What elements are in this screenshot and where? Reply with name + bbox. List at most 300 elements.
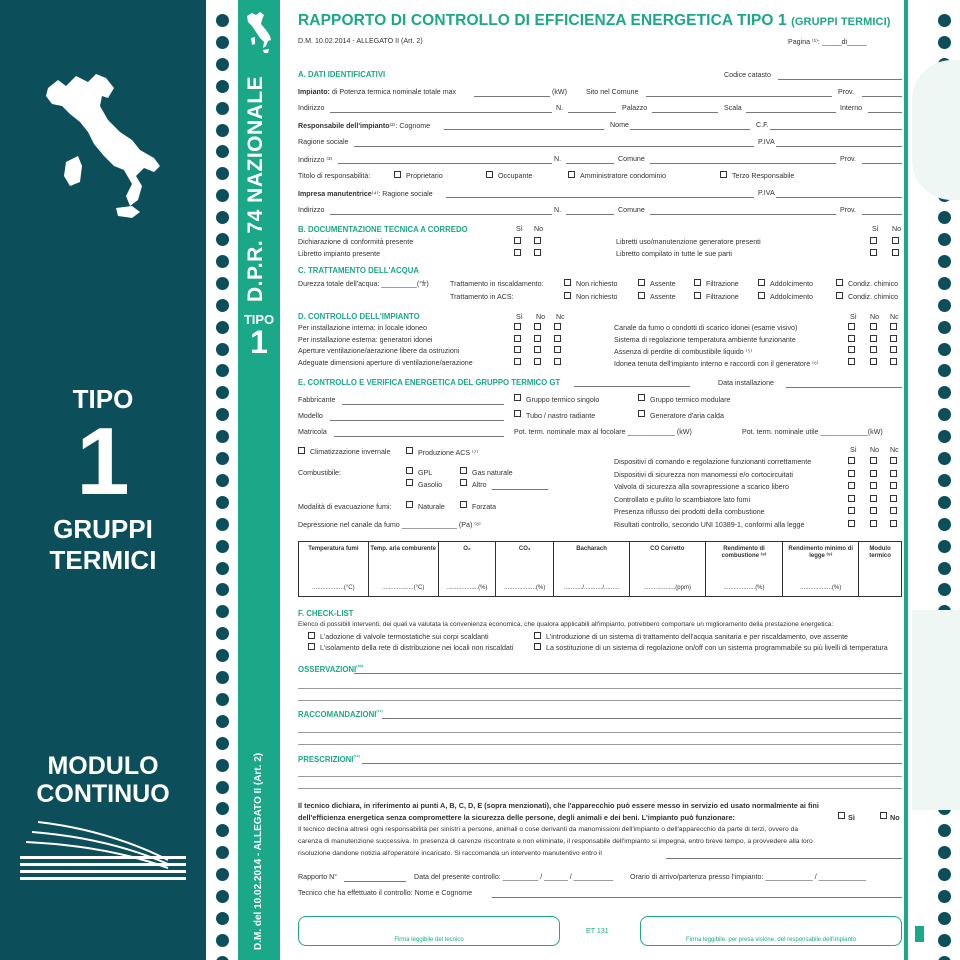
produzione-acs-checkbox[interactable] xyxy=(406,447,413,454)
measure-col-value[interactable]: ...................(°C) xyxy=(312,585,355,591)
d-left-row3-no-checkbox[interactable] xyxy=(534,346,541,353)
hole-left xyxy=(216,540,229,553)
e-nc-header: Nc xyxy=(890,446,899,454)
d-right-row2-nc-checkbox[interactable] xyxy=(890,335,897,342)
e-check-row1-no-checkbox[interactable] xyxy=(870,457,877,464)
measure-col-value[interactable]: ...................(%) xyxy=(504,585,546,591)
rapporto-field[interactable] xyxy=(344,881,406,882)
impresa-field[interactable] xyxy=(446,197,754,198)
hole-left xyxy=(216,562,229,575)
d-left-row3-label: Aperture ventilazione/aerazione libere da ostruzioni xyxy=(298,347,460,355)
raccomandazioni-title: $RACCOMANDAZIONI^{^{(11)}}$ xyxy=(298,710,383,719)
hole-right xyxy=(938,562,951,575)
d-right-row2-si-checkbox[interactable] xyxy=(848,335,855,342)
naturale-label: Naturale xyxy=(418,503,445,511)
terzo-label: Terzo Responsabile xyxy=(732,172,795,180)
osservazioni-line3[interactable] xyxy=(298,700,902,701)
evacuazione-label: Modalità di evacuazione fumi: xyxy=(298,503,392,511)
pot-focolare-field[interactable]: Pot. term. nominale max al focolare ____________ (kW) xyxy=(514,428,692,436)
piva-label: P.IVA xyxy=(758,138,775,146)
e-check-row3-nc-checkbox[interactable] xyxy=(890,482,897,489)
matricola-field[interactable] xyxy=(334,436,504,437)
measure-col xyxy=(706,542,784,596)
raccomandazioni-line2[interactable] xyxy=(298,732,902,733)
b-row3-si[interactable] xyxy=(870,237,877,244)
hole-right xyxy=(938,956,951,960)
termici-label: TERMICI xyxy=(49,545,157,575)
form-subtitle: D.M. 10.02.2014 - ALLEGATO II (Art. 2) xyxy=(298,37,423,45)
e-check-row6-nc-checkbox[interactable] xyxy=(890,520,897,527)
d-left-row1-no-checkbox[interactable] xyxy=(534,323,541,330)
hole-left xyxy=(216,36,229,49)
hole-left xyxy=(216,14,229,27)
data-controllo-field[interactable]: Data del presente controllo: _________ / ______ / __________ xyxy=(414,873,614,881)
acs-label: Trattamento in ACS: xyxy=(450,293,514,301)
risc-non-richiesto-checkbox[interactable] xyxy=(564,279,571,286)
raccomandazioni-line3[interactable] xyxy=(298,744,902,745)
risc-addolcimento-label: Addolcimento xyxy=(770,280,813,288)
measure-col xyxy=(630,542,706,596)
d-left-row1-nc-checkbox[interactable] xyxy=(554,323,561,330)
d-right-row3-si-checkbox[interactable] xyxy=(848,346,855,353)
hole-left xyxy=(216,781,229,794)
data-installazione-field[interactable] xyxy=(786,387,902,388)
combustibile-label: Combustibile: xyxy=(298,469,341,477)
hole-left xyxy=(216,408,229,421)
f-item4-checkbox[interactable] xyxy=(534,643,541,650)
left-sidebar xyxy=(0,0,206,960)
hole-left xyxy=(216,890,229,903)
e-check-row6-label: Risultati controllo, secondo UNI 10389-1, conformi alla legge xyxy=(614,521,805,529)
acs-condiz-label: Condiz. chimico xyxy=(848,293,899,301)
d-right-row4-no-checkbox[interactable] xyxy=(870,358,877,365)
d-right-row4-si-checkbox[interactable] xyxy=(848,358,855,365)
risc-condiz-checkbox[interactable] xyxy=(836,279,843,286)
b-row2-label: Libretto impianto presente xyxy=(298,250,381,258)
e-check-row5-nc-checkbox[interactable] xyxy=(890,507,897,514)
measure-col-value[interactable]: .........../.........../......... xyxy=(564,585,620,591)
cf-field[interactable] xyxy=(770,129,902,130)
d-right-row1-si-checkbox[interactable] xyxy=(848,323,855,330)
measure-col-header: CO₂ xyxy=(518,546,531,552)
hole-right xyxy=(938,321,951,334)
indirizzo2-label: Indirizzo ⁽³⁾ xyxy=(298,156,333,164)
measure-col-value[interactable]: ...................(°C) xyxy=(381,585,425,591)
gas-naturale-checkbox[interactable] xyxy=(460,467,467,474)
piva2-field[interactable] xyxy=(776,197,902,198)
n-label: N. xyxy=(556,104,564,112)
b-row4-label: Libretto compilato in tutte le sue parti xyxy=(616,250,732,258)
durezza-field[interactable]: Durezza totale dell'acqua: _________(°fr) xyxy=(298,280,429,288)
e-check-row4-si-checkbox[interactable] xyxy=(848,495,855,502)
risc-assente-checkbox[interactable] xyxy=(638,279,645,286)
palazzo-field[interactable] xyxy=(652,112,718,113)
hole-left xyxy=(216,145,229,158)
measure-col xyxy=(496,542,554,596)
f-item1-checkbox[interactable] xyxy=(308,632,315,639)
acs-condiz-checkbox[interactable] xyxy=(836,292,843,299)
b-row4-no[interactable] xyxy=(892,249,899,256)
d-left-row2-no-checkbox[interactable] xyxy=(534,335,541,342)
n-field[interactable] xyxy=(568,112,616,113)
hole-left xyxy=(216,759,229,772)
kw-unit: (kW) xyxy=(552,88,567,96)
manutenzione-date-field[interactable] xyxy=(666,858,902,859)
rapporto-label: Rapporto N° xyxy=(298,873,338,881)
d-right-row2-label: Sistema di regolazione temperatura ambiente funzionante xyxy=(614,335,796,344)
section-f-title: F. CHECK-LIST xyxy=(298,609,354,618)
e-check-row2-nc-checkbox[interactable] xyxy=(890,470,897,477)
measure-col-header: Rendimento di combustione ⁽⁹⁾ xyxy=(721,546,767,559)
gpl-checkbox[interactable] xyxy=(406,467,413,474)
ragione-sociale-field[interactable] xyxy=(354,146,754,147)
strip-tipo-number: 1 xyxy=(250,324,268,360)
indirizzo2-field[interactable] xyxy=(338,163,552,164)
naturale-checkbox[interactable] xyxy=(406,501,413,508)
b-row3-no[interactable] xyxy=(892,237,899,244)
hole-right xyxy=(938,846,951,859)
hole-right xyxy=(938,934,951,947)
piva-field[interactable] xyxy=(776,146,902,147)
hole-right xyxy=(938,518,951,531)
tipo-label: TIPO xyxy=(72,384,134,414)
d-left-row3-si-checkbox[interactable] xyxy=(514,346,521,353)
altro-checkbox[interactable] xyxy=(460,479,467,486)
risc-addolcimento-checkbox[interactable] xyxy=(758,279,765,286)
tecnico-label: Tecnico che ha effettuato il controllo: Nome e Cognome xyxy=(298,889,473,897)
climatizzazione-checkbox[interactable] xyxy=(298,447,305,454)
tecnico-field[interactable] xyxy=(492,897,902,898)
strip-dm-label: D.M. del 10.02.2014 - ALLEGATO II (Art. 2) xyxy=(253,752,264,950)
altro-field[interactable] xyxy=(492,489,548,490)
hole-right xyxy=(938,255,951,268)
e-check-row2-label: Dispositivi di sicurezza non manomessi e/o cortocircuitati xyxy=(614,470,793,479)
hole-right xyxy=(938,233,951,246)
hole-left xyxy=(216,737,229,750)
measure-col xyxy=(439,542,497,596)
forzata-checkbox[interactable] xyxy=(460,501,467,508)
hole-right xyxy=(938,14,951,27)
hole-right xyxy=(938,36,951,49)
declaration-body2: carenza di manutenzione successiva. In presenza di carenze riscontrate e non eliminate, il responsabile dell'impianto si impegna, entro breve tempo, a provvedere alla loro xyxy=(298,838,813,845)
e-check-row6-no-checkbox[interactable] xyxy=(870,520,877,527)
e-no-header: No xyxy=(870,446,880,454)
hole-left xyxy=(216,364,229,377)
b-row1-no[interactable] xyxy=(534,237,541,244)
d-left-row1-si-checkbox[interactable] xyxy=(514,323,521,330)
occupante-label: Occupante xyxy=(498,172,533,180)
funzionare-si-label: Sì xyxy=(848,813,855,822)
tipo-number: 1 xyxy=(76,408,130,515)
raccomandazioni-line1[interactable] xyxy=(382,718,902,719)
hole-right xyxy=(938,912,951,925)
e-check-row3-si-checkbox[interactable] xyxy=(848,482,855,489)
b-row2-no[interactable] xyxy=(534,249,541,256)
altro-label: Altro xyxy=(472,481,487,489)
measure-col-header: Temperatura fumi xyxy=(308,546,359,552)
gt-field[interactable] xyxy=(574,386,690,387)
proprietario-checkbox[interactable] xyxy=(394,171,401,178)
osservazioni-line2[interactable] xyxy=(298,688,902,689)
hole-left xyxy=(216,583,229,596)
e-check-row5-label: Presenza riflusso dei prodotti della combustione xyxy=(614,508,765,517)
fabbricante-field[interactable] xyxy=(342,404,504,405)
measure-col-value[interactable]: ...................(%) xyxy=(723,585,765,591)
n2-field[interactable] xyxy=(566,163,614,164)
acs-filtrazione-label: Filtrazione xyxy=(706,293,739,301)
hole-left xyxy=(216,824,229,837)
acs-non-richiesto-label: Non richiesto xyxy=(576,293,618,301)
green-strip xyxy=(238,0,280,960)
interno-label: Interno xyxy=(840,104,863,112)
continuous-paper-icon xyxy=(18,816,188,882)
hole-left xyxy=(216,102,229,115)
prov3-field[interactable] xyxy=(862,214,902,215)
b-row2-si[interactable] xyxy=(514,249,521,256)
hole-right xyxy=(938,540,951,553)
proprietario-label: Proprietario xyxy=(406,172,443,180)
hole-right xyxy=(938,496,951,509)
d-left-row4-nc-checkbox[interactable] xyxy=(554,358,561,365)
measurement-table xyxy=(298,541,902,597)
d-left-row4-no-checkbox[interactable] xyxy=(534,358,541,365)
hole-right xyxy=(938,211,951,224)
measure-col xyxy=(554,542,630,596)
hole-left xyxy=(216,518,229,531)
osservazioni-line1[interactable] xyxy=(354,673,902,674)
amministratore-checkbox[interactable] xyxy=(568,171,575,178)
potenza-field[interactable] xyxy=(474,96,550,97)
b-row1-si[interactable] xyxy=(514,237,521,244)
cf-label: C.F. xyxy=(756,121,769,129)
firma-tecnico-box[interactable] xyxy=(298,916,560,946)
d-right-row1-label: Canale da fumo o condotti di scarico idonei (esame visivo) xyxy=(614,324,798,332)
declaration-body3: risoluzione dandone notizia all'operatore incaricato. Si raccomanda un intervento manutentivo entro il xyxy=(298,850,602,857)
measure-col-value[interactable]: ...................(%) xyxy=(446,585,488,591)
f-item1-label: L'adozione di valvole termostatiche sui corpi scaldanti xyxy=(320,633,489,641)
gpl-label: GPL xyxy=(418,469,433,477)
e-check-row6-si-checkbox[interactable] xyxy=(848,520,855,527)
corner-tab xyxy=(915,926,924,942)
climatizzazione-label: Climatizzazione invernale xyxy=(310,448,391,456)
form-page xyxy=(296,0,906,960)
left-perforation-strip xyxy=(206,0,238,960)
ragione-sociale-label: Ragione sociale xyxy=(298,138,349,146)
hole-left xyxy=(216,802,229,815)
funzionare-si-checkbox[interactable] xyxy=(838,812,845,819)
declaration-body1: Il tecnico declina altresì ogni responsabilità per sinistri a persone, animali o cose derivanti da manomissioni dell'impianto o dell'apparecchio da parte di terzi, ovvero da xyxy=(298,826,799,833)
section-a-title: A. DATI IDENTIFICATIVI xyxy=(298,70,386,79)
hole-left xyxy=(216,80,229,93)
hole-left xyxy=(216,649,229,662)
prescrizioni-title: $PRESCRIZIONI^{^{(12)}}$ xyxy=(298,755,360,764)
hole-left xyxy=(216,868,229,881)
comune-field[interactable] xyxy=(646,96,832,97)
hole-left xyxy=(216,211,229,224)
e-check-row5-no-checkbox[interactable] xyxy=(870,507,877,514)
d-left-row2-si-checkbox[interactable] xyxy=(514,335,521,342)
section-c-title: C. TRATTAMENTO DELL'ACQUA xyxy=(298,266,419,275)
measure-col xyxy=(783,542,859,596)
scala-field[interactable] xyxy=(746,112,836,113)
d-right-row1-no-checkbox[interactable] xyxy=(870,323,877,330)
n3-label: N. xyxy=(554,206,562,214)
right-watermark xyxy=(912,60,960,200)
n2-label: N. xyxy=(554,155,562,163)
risc-filtrazione-checkbox[interactable] xyxy=(694,279,701,286)
hole-left xyxy=(216,386,229,399)
d-left-row1-label: Per installazione interna: in locale idoneo xyxy=(298,324,427,332)
hole-left xyxy=(216,430,229,443)
risc-non-richiesto-label: Non richiesto xyxy=(576,280,618,288)
generatore-aria-checkbox[interactable] xyxy=(638,410,645,417)
hole-left xyxy=(216,934,229,947)
declaration-line1: Il tecnico dichiara, in riferimento ai punti A, B, C, D, E (sopra menzionati), che l'apparecchio può essere messo in servizio ed usato normalmente ai fini xyxy=(298,801,819,810)
d-right-row3-nc-checkbox[interactable] xyxy=(890,346,897,353)
hole-right xyxy=(938,583,951,596)
scala-label: Scala xyxy=(724,104,742,112)
measure-col-header: O₂ xyxy=(463,546,471,552)
prescrizioni-line1[interactable] xyxy=(362,763,902,764)
pot-utile-field[interactable]: Pot. term. nominale utile ____________(kW) xyxy=(742,428,883,436)
hole-left xyxy=(216,233,229,246)
e-check-row3-no-checkbox[interactable] xyxy=(870,482,877,489)
hole-right xyxy=(938,868,951,881)
prov-field[interactable] xyxy=(862,96,902,97)
comune2-field[interactable] xyxy=(650,163,836,164)
hole-left xyxy=(216,496,229,509)
e-check-row1-si-checkbox[interactable] xyxy=(848,457,855,464)
osservazioni-title: $OSSERVAZIONI^{^{(10)}}$ xyxy=(298,665,363,674)
modulo-label: MODULO xyxy=(47,752,159,780)
funzionare-no-checkbox[interactable] xyxy=(880,812,887,819)
b-si-header-right: Sì xyxy=(872,225,879,233)
b-row4-si[interactable] xyxy=(870,249,877,256)
prov2-field[interactable] xyxy=(862,163,902,164)
depressione-field[interactable]: Depressione nel canale da fumo ______________ (Pa) ⁽⁸⁾ xyxy=(298,521,481,529)
d-si-header-right: Sì xyxy=(850,313,857,321)
firma-tecnico-label: Firma leggibile del tecnico xyxy=(394,937,464,943)
acs-assente-checkbox[interactable] xyxy=(638,292,645,299)
firma-responsabile-label: Firma leggibile, per presa visione, del responsabile dell'impianto xyxy=(686,937,856,943)
gruppo-singolo-label: Gruppo termico singolo xyxy=(526,396,600,404)
measure-col-value[interactable]: ...................(ppm) xyxy=(643,585,691,591)
comune3-label: Comune xyxy=(618,206,645,214)
e-check-row4-nc-checkbox[interactable] xyxy=(890,495,897,502)
modello-label: Modello xyxy=(298,412,323,420)
measure-col-value[interactable]: ...................(%) xyxy=(800,585,842,591)
hole-right xyxy=(938,890,951,903)
hole-left xyxy=(216,956,229,960)
hole-left xyxy=(216,846,229,859)
hole-right xyxy=(938,299,951,312)
gruppo-modulare-checkbox[interactable] xyxy=(638,394,645,401)
modello-field[interactable] xyxy=(330,420,504,421)
d-left-row4-si-checkbox[interactable] xyxy=(514,358,521,365)
f-item3-checkbox[interactable] xyxy=(308,643,315,650)
tubo-label: Tubo / nastro radiante xyxy=(526,412,596,420)
e-check-row4-no-checkbox[interactable] xyxy=(870,495,877,502)
measure-col-header: Bacharach xyxy=(576,546,607,552)
d-left-row3-nc-checkbox[interactable] xyxy=(554,346,561,353)
e-check-row3-label: Valvola di sicurezza alla sovrapressione a scarico libero xyxy=(614,483,789,492)
n3-field[interactable] xyxy=(566,214,614,215)
gasolio-checkbox[interactable] xyxy=(406,479,413,486)
hole-left xyxy=(216,58,229,71)
strip-tipo-label: TIPO xyxy=(243,312,275,327)
comune3-field[interactable] xyxy=(650,214,836,215)
palazzo-label: Palazzo xyxy=(622,104,648,112)
risc-assente-label: Assente xyxy=(650,280,676,288)
hole-left xyxy=(216,189,229,202)
measure-col-header: Modulo termico xyxy=(869,546,891,559)
e-check-row1-label: Dispositivi di comando e regolazione funzionanti correttamente xyxy=(614,458,812,466)
prescrizioni-line2[interactable] xyxy=(298,776,902,777)
nome-label: Nome xyxy=(610,121,629,129)
acs-addolcimento-checkbox[interactable] xyxy=(758,292,765,299)
section-e-title: E. CONTROLLO E VERIFICA ENERGETICA DEL GRUPPO TERMICO GT xyxy=(298,378,561,387)
e-check-row5-si-checkbox[interactable] xyxy=(848,507,855,514)
hole-right xyxy=(938,277,951,290)
d-right-row2-no-checkbox[interactable] xyxy=(870,335,877,342)
acs-non-richiesto-checkbox[interactable] xyxy=(564,292,571,299)
nome-field[interactable] xyxy=(630,129,750,130)
d-no-header-right: No xyxy=(870,313,880,321)
indirizzo-field[interactable] xyxy=(330,112,552,113)
d-nc-header: Nc xyxy=(556,313,565,321)
d-right-row3-no-checkbox[interactable] xyxy=(870,346,877,353)
firma-responsabile-box[interactable] xyxy=(640,916,902,946)
measure-col-header: Rendimento minimo di legge ⁽⁹⁾ xyxy=(788,546,854,559)
hole-right xyxy=(938,343,951,356)
measure-col xyxy=(859,542,901,596)
b-no-header: No xyxy=(534,225,544,233)
e-check-row2-si-checkbox[interactable] xyxy=(848,470,855,477)
cognome-field[interactable] xyxy=(444,129,604,130)
b-row1-label: Dichiarazione di conformità presente xyxy=(298,238,414,246)
indirizzo3-field[interactable] xyxy=(330,214,552,215)
continuo-label: CONTINUO xyxy=(36,780,170,808)
prescrizioni-line3[interactable] xyxy=(298,788,902,789)
amministratore-label: Amministratore condominio xyxy=(580,172,666,180)
pagina-field[interactable]: Pagina ⁽¹⁾: _____di_____ xyxy=(788,38,867,46)
produzione-acs-label: Produzione ACS ⁽⁷⁾ xyxy=(418,449,479,457)
acs-filtrazione-checkbox[interactable] xyxy=(694,292,701,299)
e-check-row1-nc-checkbox[interactable] xyxy=(890,457,897,464)
occupante-checkbox[interactable] xyxy=(486,171,493,178)
impianto-label: Impianto: di Potenza termica nominale totale max xyxy=(298,88,457,96)
d-no-header: No xyxy=(536,313,546,321)
orario-field[interactable]: Orario di arrivo/partenza presso l'impianto: ____________ / ____________ xyxy=(630,873,867,881)
et-code: ET 131 xyxy=(586,927,609,935)
codice-catasto-field[interactable] xyxy=(778,79,902,80)
d-left-row2-nc-checkbox[interactable] xyxy=(554,335,561,342)
d-right-row1-nc-checkbox[interactable] xyxy=(890,323,897,330)
d-si-header: Sì xyxy=(516,313,523,321)
tubo-checkbox[interactable] xyxy=(514,410,521,417)
terzo-checkbox[interactable] xyxy=(720,171,727,178)
acs-assente-label: Assente xyxy=(650,293,676,301)
e-check-row2-no-checkbox[interactable] xyxy=(870,470,877,477)
gruppo-modulare-label: Gruppo termico modulare xyxy=(650,396,731,404)
hole-left xyxy=(216,693,229,706)
interno-field[interactable] xyxy=(868,112,902,113)
d-right-row4-nc-checkbox[interactable] xyxy=(890,358,897,365)
gruppo-singolo-checkbox[interactable] xyxy=(514,394,521,401)
f-item2-checkbox[interactable] xyxy=(534,632,541,639)
forzata-label: Forzata xyxy=(472,503,497,511)
e-si-header: Sì xyxy=(850,446,857,454)
